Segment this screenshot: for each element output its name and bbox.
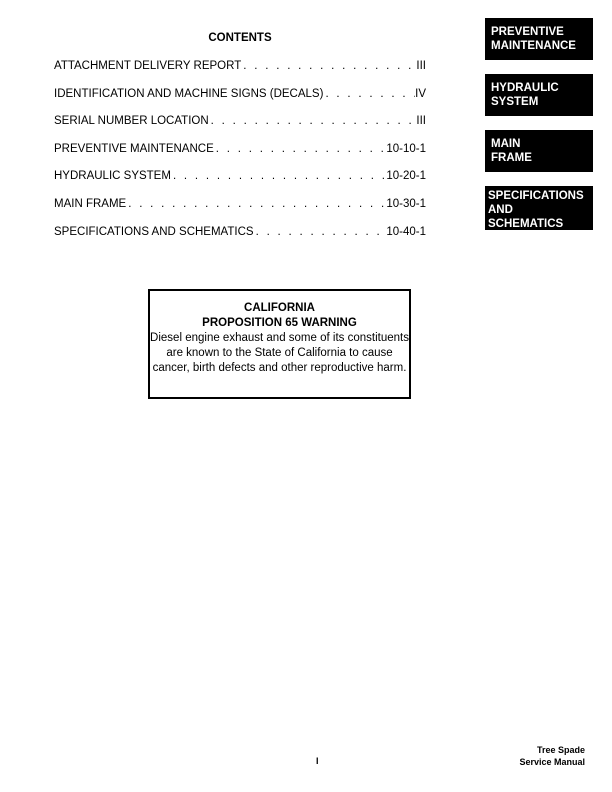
dot-leader bbox=[241, 60, 416, 72]
toc-entry-label: SPECIFICATIONS AND SCHEMATICS bbox=[54, 225, 254, 238]
toc-entry-attachment-delivery-report[interactable] bbox=[54, 60, 426, 88]
table-of-contents bbox=[54, 60, 426, 253]
prop65-warning-box bbox=[148, 289, 411, 399]
toc-entry-label: PREVENTIVE MAINTENANCE bbox=[54, 142, 214, 155]
contents-title: CONTENTS bbox=[208, 32, 272, 44]
toc-entry-identification-decals[interactable] bbox=[54, 88, 426, 116]
toc-entry-hydraulic-system[interactable] bbox=[54, 170, 426, 198]
toc-entry-page: III bbox=[416, 60, 426, 72]
tab-line: MAIN bbox=[491, 138, 521, 150]
toc-entry-label: MAIN FRAME bbox=[54, 197, 127, 210]
toc-entry-label: HYDRAULIC SYSTEM bbox=[54, 170, 171, 183]
section-tabs bbox=[485, 18, 593, 244]
dot-leader bbox=[209, 115, 417, 127]
toc-entry-page: 10-30-1 bbox=[386, 197, 426, 210]
warning-body: Diesel engine exhaust and some of its constituents are known to the State of California to cause cancer, birth defects and other reproductive harm. bbox=[150, 332, 409, 374]
toc-entry-serial-number-location[interactable] bbox=[54, 115, 426, 143]
warning-heading-california: CALIFORNIA bbox=[244, 302, 315, 314]
dot-leader bbox=[323, 88, 415, 100]
dot-leader bbox=[214, 143, 387, 155]
dot-leader bbox=[126, 198, 386, 210]
toc-entry-specifications-schematics[interactable] bbox=[54, 226, 426, 254]
tab-line: SPECIFICATIONS bbox=[488, 190, 584, 202]
tab-line: AND bbox=[488, 204, 513, 216]
toc-entry-preventive-maintenance[interactable] bbox=[54, 143, 426, 171]
footer-product: Tree Spade bbox=[536, 745, 585, 755]
toc-entry-label: IDENTIFICATION AND MACHINE SIGNS (DECALS) bbox=[54, 87, 324, 100]
tab-line: FRAME bbox=[491, 152, 532, 164]
footer-title bbox=[519, 744, 585, 768]
toc-entry-label: ATTACHMENT DELIVERY REPORT bbox=[54, 60, 242, 72]
toc-entry-page: 10-20-1 bbox=[386, 170, 426, 183]
toc-entry-page: 10-10-1 bbox=[386, 142, 426, 155]
tab-line: SYSTEM bbox=[491, 96, 539, 108]
footer-manual: Service Manual bbox=[519, 757, 585, 767]
section-tab-preventive-maintenance[interactable] bbox=[485, 18, 593, 60]
tab-line: HYDRAULIC bbox=[491, 82, 559, 94]
dot-leader bbox=[254, 226, 387, 238]
section-tab-hydraulic-system[interactable] bbox=[485, 74, 593, 116]
toc-entry-page: IV bbox=[415, 87, 426, 100]
toc-entry-label: SERIAL NUMBER LOCATION bbox=[54, 115, 209, 128]
tab-line: SCHEMATICS bbox=[488, 218, 564, 230]
dot-leader bbox=[171, 170, 386, 182]
tab-line: PREVENTIVE bbox=[491, 26, 564, 38]
tab-line: MAINTENANCE bbox=[491, 40, 576, 52]
toc-entry-page: 10-40-1 bbox=[386, 225, 426, 238]
section-tab-main-frame[interactable] bbox=[485, 130, 593, 172]
page-number: I bbox=[316, 756, 319, 766]
section-tab-specifications-schematics[interactable] bbox=[485, 186, 593, 230]
toc-entry-main-frame[interactable] bbox=[54, 198, 426, 226]
warning-heading-prop65: PROPOSITION 65 WARNING bbox=[202, 317, 357, 329]
toc-entry-page: III bbox=[416, 115, 426, 128]
